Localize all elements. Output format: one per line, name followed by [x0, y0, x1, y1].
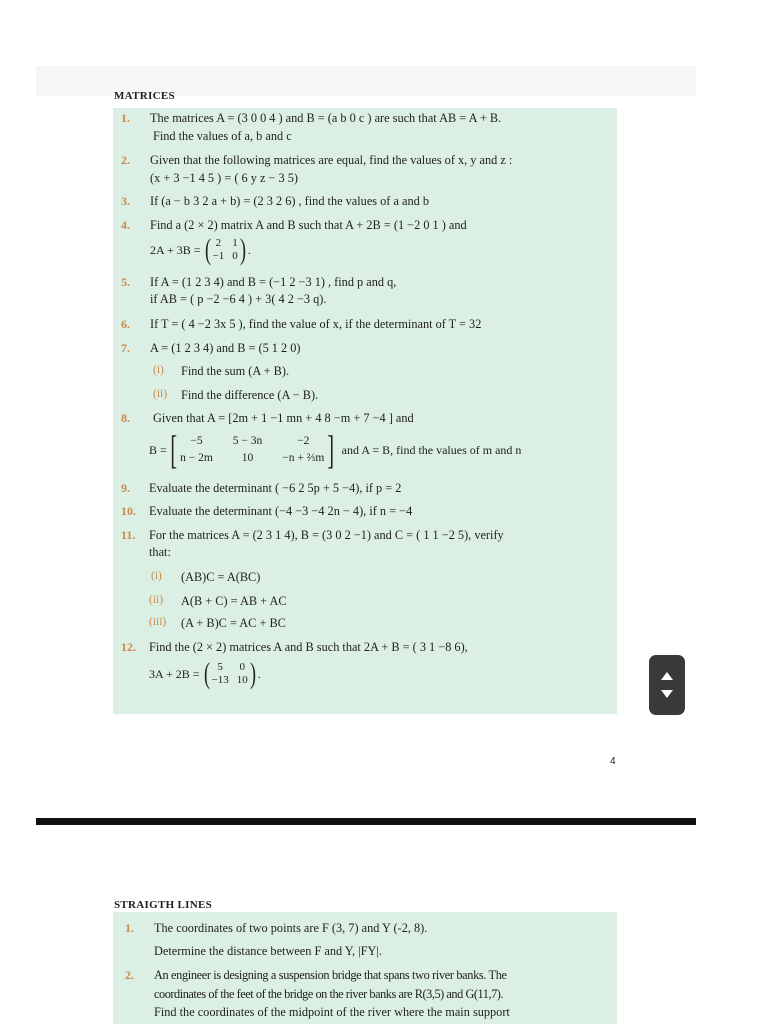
matrix-2x2 — [212, 661, 248, 687]
page-navigation-control[interactable] — [649, 655, 685, 715]
sub-item-label: (i) — [151, 570, 162, 582]
sl-item-2-line-2: coordinates of the feet of the bridge on the river banks are R(3,5) and G(11,7). — [154, 987, 504, 1001]
matrix-cell: −13 — [211, 674, 229, 686]
matrix-cell: 1 — [232, 237, 238, 249]
chevron-up-icon[interactable] — [661, 672, 673, 680]
section-title-straight-lines: STRAIGTH LINES — [114, 899, 213, 911]
sub-item-label: (iii) — [149, 616, 167, 628]
item-8-line-1: Given that A = [2m + 1 −1 mn + 4 8 −m + 7 −4 ] and — [153, 411, 414, 425]
item-5-line-2: if AB = ( p −2 −6 4 ) + 3( 4 2 −3 q). — [150, 292, 327, 306]
matrix-cell: 0 — [232, 250, 238, 262]
equation-lhs: B = — [149, 442, 167, 457]
item-2-line-1: Given that the following matrices are equal, find the values of x, y and z : — [150, 153, 513, 167]
item-number: 1. — [125, 921, 134, 935]
item-8-equation — [149, 427, 522, 472]
item-number: 8. — [121, 411, 130, 425]
item-11-sub-iii: (A + B)C = AC + BC — [181, 616, 286, 630]
item-3-line-1: If (a − b 3 2 a + b) = (2 3 2 6) , find the values of a and b — [150, 194, 429, 208]
item-7-sub-ii: Find the difference (A − B). — [181, 388, 319, 402]
right-paren: ) — [239, 233, 246, 266]
item-11-sub-ii: A(B + C) = AB + AC — [181, 594, 287, 608]
matrix-cell: 2 — [215, 237, 222, 249]
item-5-line-1: If A = (1 2 3 4) and B = (−1 2 −3 1) , find p and q, — [150, 275, 397, 289]
equation-lhs: 2A + 3B = — [150, 242, 201, 257]
item-6-line-1: If T = ( 4 −2 3x 5 ), find the value of x, if the determinant of T = 32 — [150, 317, 482, 331]
sl-item-2-line-1: An engineer is designing a suspension bridge that spans two river banks. The — [154, 968, 507, 982]
left-paren: ( — [203, 657, 210, 690]
right-paren: ) — [249, 657, 256, 690]
matrix-cell: 10 — [236, 674, 248, 686]
item-number: 5. — [121, 275, 130, 289]
chevron-down-icon[interactable] — [661, 690, 673, 698]
item-2-line-2: (x + 3 −1 4 5 ) = ( 6 y z − 3 5) — [150, 171, 298, 185]
straight-lines-exercise-panel — [113, 912, 617, 1024]
item-9-line-1: Evaluate the determinant ( −6 2 5p + 5 −4), if p = 2 — [149, 481, 402, 495]
matrix-cell: −1 — [212, 250, 225, 262]
section-title-matrices: MATRICES — [114, 90, 175, 102]
matrix-2x3 — [180, 433, 324, 467]
sub-item-label: (ii) — [149, 594, 164, 606]
item-4-line-1: Find a (2 × 2) matrix A and B such that A + 2B = (1 −2 0 1 ) and — [150, 218, 467, 232]
item-number: 7. — [121, 341, 130, 355]
equation-suffix: and A = B, find the values of m and n — [341, 442, 522, 457]
item-12-equation — [149, 657, 261, 690]
sl-item-2-line-3: Find the coordinates of the midpoint of the river where the main support — [154, 1005, 510, 1019]
matrix-cell: n − 2m — [180, 452, 213, 464]
item-number: 2. — [125, 968, 134, 982]
equation-suffix: . — [247, 242, 251, 257]
sub-item-label: (ii) — [153, 388, 168, 400]
item-1-line-1: The matrices A = (3 0 0 4 ) and B = (a b 0 c ) are such that AB = A + B. — [150, 111, 502, 125]
item-number: 12. — [121, 640, 136, 654]
equation-lhs: 3A + 2B = — [149, 666, 200, 681]
sl-item-1-line-1: The coordinates of two points are F (3, 7) and Y (-2, 8). — [154, 921, 428, 935]
item-number: 1. — [121, 111, 130, 125]
item-1-line-2: Find the values of a, b and c — [153, 129, 292, 143]
item-number: 2. — [121, 153, 130, 167]
equation-suffix: . — [257, 666, 261, 681]
item-7-line-1: A = (1 2 3 4) and B = (5 1 2 0) — [150, 341, 301, 355]
left-paren: ( — [204, 233, 211, 266]
item-4-equation — [150, 233, 251, 266]
matrices-exercise-panel — [113, 108, 617, 714]
matrix-cell: −2 — [297, 435, 310, 447]
sub-item-label: (i) — [153, 364, 164, 376]
matrix-cell: −n + ⅔m — [282, 452, 325, 464]
item-number: 6. — [121, 317, 130, 331]
left-bracket: [ — [170, 427, 177, 472]
sl-item-1-line-2: Determine the distance between F and Y, |FY|. — [154, 944, 382, 958]
matrix-cell: 0 — [239, 661, 246, 673]
item-11-sub-i: (AB)C = A(BC) — [181, 570, 261, 584]
right-bracket: ] — [327, 427, 335, 472]
item-number: 3. — [121, 194, 130, 208]
item-number: 10. — [121, 504, 136, 518]
item-number: 9. — [121, 481, 130, 495]
item-11-line-2: that: — [149, 545, 171, 559]
matrix-cell: 5 — [217, 661, 223, 673]
page-divider — [36, 818, 696, 825]
page-number: 4 — [610, 756, 616, 767]
matrix-cell: 10 — [241, 452, 254, 464]
item-11-line-1: For the matrices A = (2 3 1 4), B = (3 0 2 −1) and C = ( 1 1 −2 5), verify — [149, 528, 504, 542]
matrix-cell: −5 — [190, 435, 203, 447]
item-number: 4. — [121, 218, 130, 232]
matrix-cell: 5 − 3n — [232, 435, 263, 447]
item-12-line-1: Find the (2 × 2) matrices A and B such that 2A + B = ( 3 1 −8 6), — [149, 640, 468, 654]
item-7-sub-i: Find the sum (A + B). — [181, 364, 290, 378]
matrix-2x2 — [213, 237, 238, 263]
item-10-line-1: Evaluate the determinant (−4 −3 −4 2n − 4), if n = −4 — [149, 504, 413, 518]
item-number: 11. — [121, 528, 136, 542]
